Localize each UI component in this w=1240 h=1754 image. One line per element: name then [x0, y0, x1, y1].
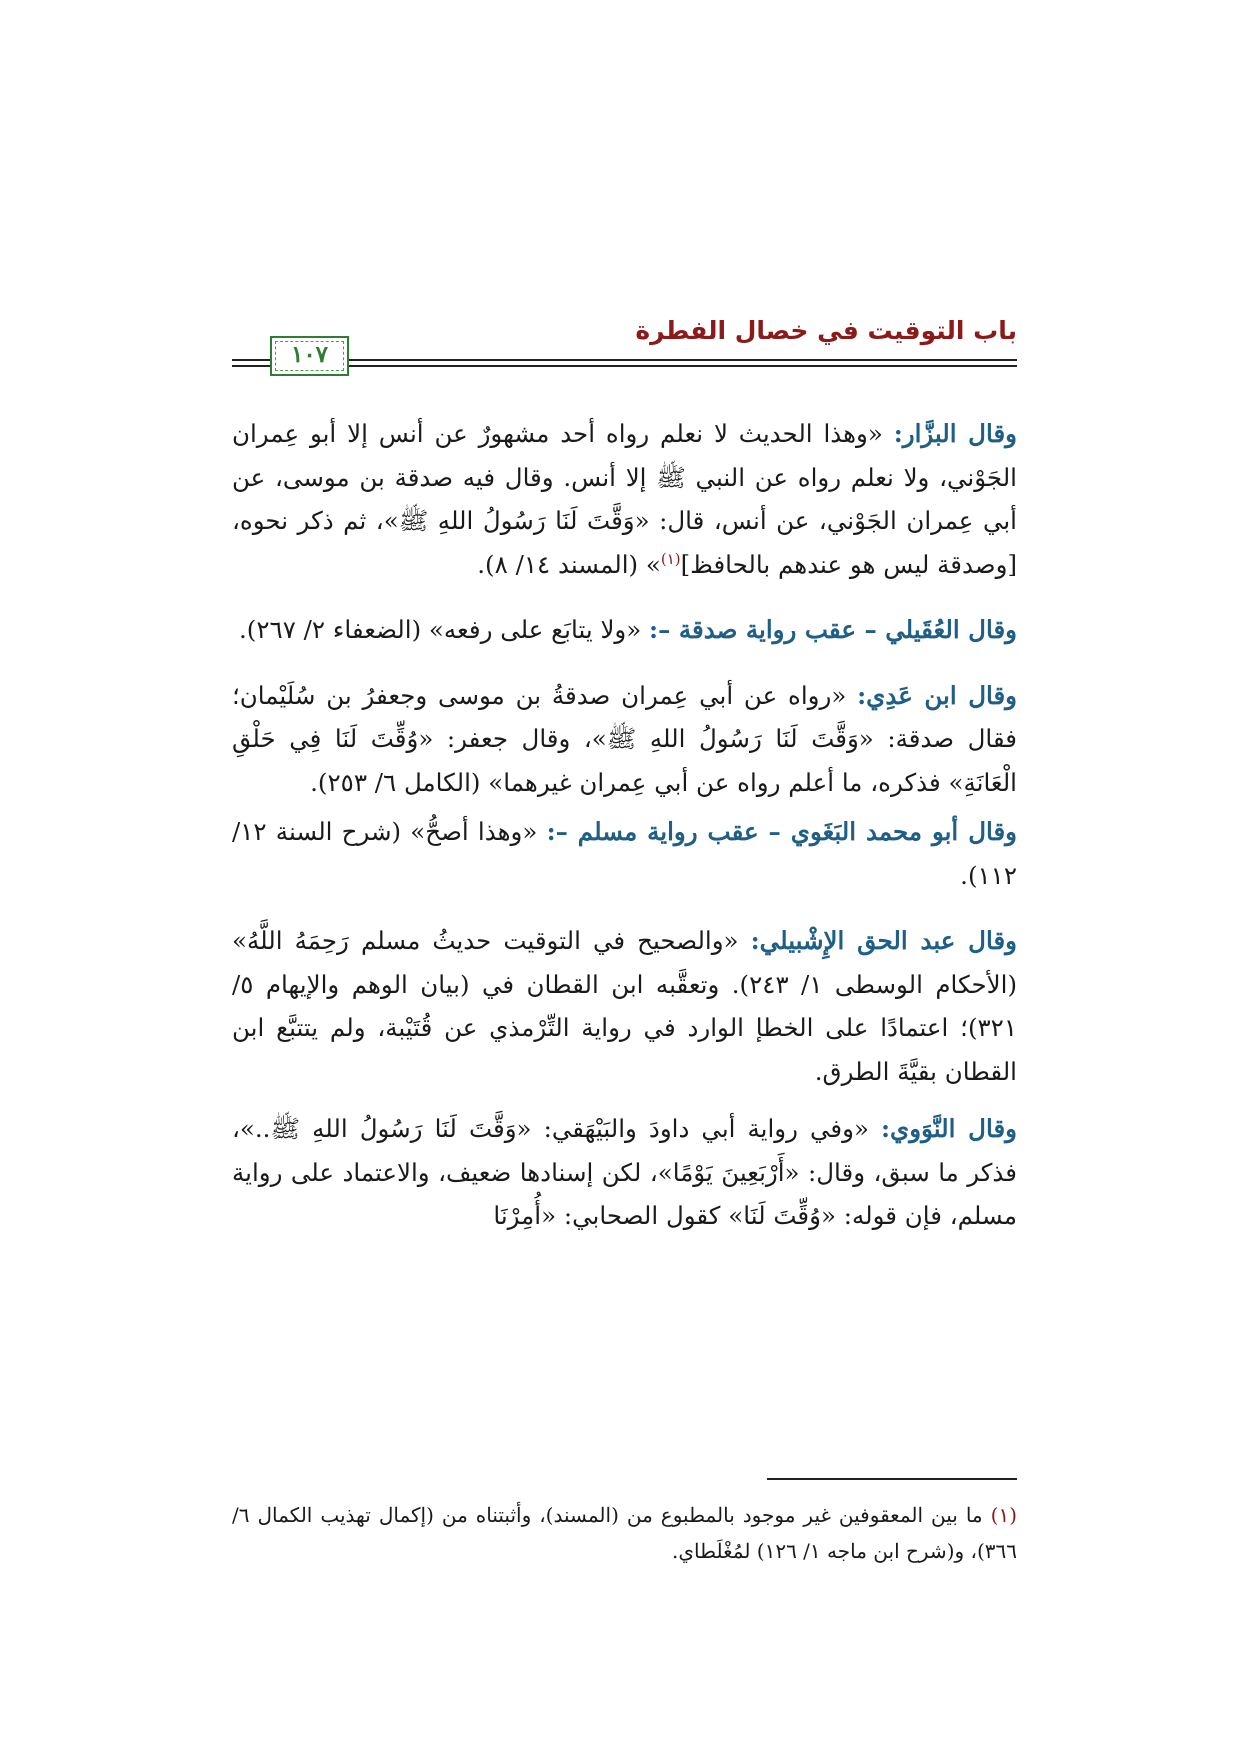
paragraph-baghawi [232, 810, 1017, 897]
footnote-text: ما بين المعقوفين غير موجود بالمطبوع من (المسند)، وأثبتناه من (إكمال تهذيب الكمال ٦/ ٣٦٦)، و(شرح ابن ماجه ١/ ١٢٦) لمُغْلَطاي. [232, 1503, 1017, 1563]
speaker-label: وقال العُقَيلي – عقب رواية صدقة –: [649, 615, 1017, 644]
footnote-reference[interactable]: (١) [660, 549, 681, 568]
speaker-label: وقال أبو محمد البَغَوي – عقب رواية مسلم –: [546, 817, 1017, 846]
paragraph-nawawi [232, 1107, 1017, 1238]
paragraph-text: «وهذا الحديث لا نعلم رواه أحد مشهورٌ عن أنس إلا أبو عِمران الجَوْني، ولا نعلم رواه عن النبي ﷺ إلا أنس. وقال فيه صدقة بن موسى، عن أبي عِمران الجَوْني، عن أنس، قال: «وَقَّتَ لَنَا رَسُولُ اللهِ ﷺ»، ثم ذكر نحوه، [وصدقة ليس هو عندهم بالحافظ] [232, 419, 1017, 579]
paragraph-ishbili [232, 919, 1017, 1093]
page-number: ١٠٧ [290, 341, 329, 368]
paragraph-text: «رواه عن أبي عِمران صدقةُ بن موسى وجعفرُ بن سُلَيْمان؛ فقال صدقة: «وَقَّتَ لَنَا رَسُولُ اللهِ ﷺ»، وقال جعفر: «وُقِّتَ لَنَا فِي حَلْقِ الْعَانَةِ» فذكره، ما أعلم رواه عن أبي عِمران غيرهما» (الكامل ٦/ ٢٥٣). [232, 680, 1017, 797]
chapter-title: باب التوقيت في خصال الفطرة [635, 316, 1017, 345]
paragraph-text-tail: » (المسند ١٤/ ٨). [477, 549, 661, 579]
paragraph-text: «ولا يتابَع على رفعه» (الضعفاء ٢/ ٢٦٧). [239, 615, 650, 644]
paragraph-text: «وهذا أصحُّ» (شرح السنة ١٢/ ١١٢). [232, 817, 1017, 890]
footnote [232, 1497, 1017, 1569]
header-rule-double [232, 365, 1017, 367]
paragraph-ibn-adi [232, 674, 1017, 805]
paragraph-text: «والصحيح في التوقيت حديثُ مسلم رَحِمَهُ اللَّهُ» (الأحكام الوسطى ١/ ٢٤٣). وتعقَّبه ابن القطان في (بيان الوهم والإيهام ٥/ ٣٢١)؛ اعتمادًا على الخطإ الوارد في رواية التِّرْمذي عن قُتَيْبة، ولم يتتبَّع ابن القطان بقيَّةَ الطرق. [232, 926, 1018, 1086]
page-header [232, 308, 1017, 380]
paragraph-text: «وفي رواية أبي داودَ والبَيْهَقي: «وَقَّتَ لَنَا رَسُولُ اللهِ ﷺ..»، فذكر ما سبق، وقال: «أَرْبَعِينَ يَوْمًا»، لكن إسنادها ضعيف، والاعتماد على رواية مسلم، فإن قوله: «وُقِّتَ لَنَا» كقول الصحابي: «أُمِرْنَا [232, 1114, 1017, 1230]
speaker-label: وقال النَّوَوي: [881, 1114, 1017, 1143]
paragraph-bazzar [232, 412, 1017, 586]
speaker-label: وقال ابن عَدِي: [857, 680, 1018, 710]
footnote-number: (١) [990, 1503, 1017, 1527]
speaker-label: وقال عبد الحق الإِشْبيلي: [750, 926, 1017, 955]
page-number-frame [270, 336, 349, 376]
footnote-separator [767, 1478, 1017, 1480]
header-rule [232, 359, 1017, 361]
speaker-label: وقال البزَّار: [893, 419, 1017, 448]
paragraph-uqayli [232, 608, 1017, 652]
main-text [232, 412, 1017, 1238]
